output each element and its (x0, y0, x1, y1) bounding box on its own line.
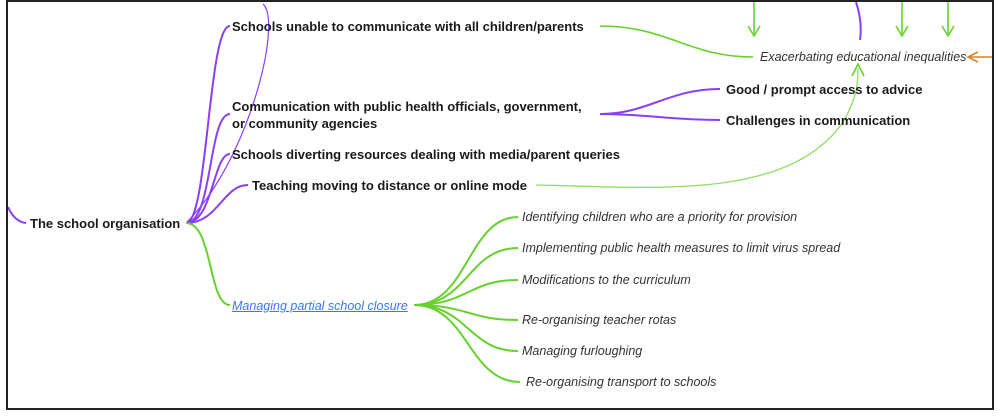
branch-diverting-resources[interactable]: Schools diverting resources dealing with media/parent queries (232, 147, 620, 162)
closure-child-teacher-rotas[interactable]: Re-organising teacher rotas (522, 313, 677, 327)
comm-child-good-access[interactable]: Good / prompt access to advice (726, 82, 923, 97)
closure-child-transport[interactable]: Re-organising transport to schools (526, 375, 717, 389)
connector-root-b5 (186, 223, 230, 305)
branch-distance-teaching[interactable]: Teaching moving to distance or online mode (252, 178, 527, 193)
connector-closure-c1 (414, 217, 518, 305)
connector-comm-c2 (600, 114, 720, 120)
mind-map-canvas (6, 0, 994, 410)
branch-partial-closure-link[interactable]: Managing partial school closure (232, 299, 408, 313)
outcome-inequalities[interactable]: Exacerbating educational inequalities (760, 50, 967, 64)
branch-public-health-communication[interactable] (232, 98, 582, 132)
closure-child-public-health[interactable]: Implementing public health measures to limit virus spread (522, 241, 841, 255)
closure-child-curriculum[interactable]: Modifications to the curriculum (522, 273, 691, 287)
comm-child-challenges[interactable]: Challenges in communication (726, 113, 911, 128)
connector-b1-outcome (600, 26, 753, 57)
connector-root-left (8, 207, 26, 223)
connector-root-b3 (186, 154, 230, 223)
closure-child-furloughing[interactable]: Managing furloughing (522, 344, 643, 358)
root-node[interactable]: The school organisation (30, 216, 181, 231)
connector-purple-top (856, 2, 861, 40)
branch-unable-communicate[interactable]: Schools unable to communicate with all children/parents (232, 19, 584, 34)
connector-closure-c6 (414, 305, 520, 382)
branch-public-health-line2: or community agencies (232, 116, 378, 131)
connector-comm-c1 (600, 89, 720, 114)
branch-public-health-line1: Communication with public health officials, government, (232, 99, 582, 114)
connector-closure-c2 (414, 248, 518, 305)
connector-root-b1 (186, 26, 230, 223)
closure-child-priority[interactable]: Identifying children who are a priority for provision (522, 210, 798, 224)
